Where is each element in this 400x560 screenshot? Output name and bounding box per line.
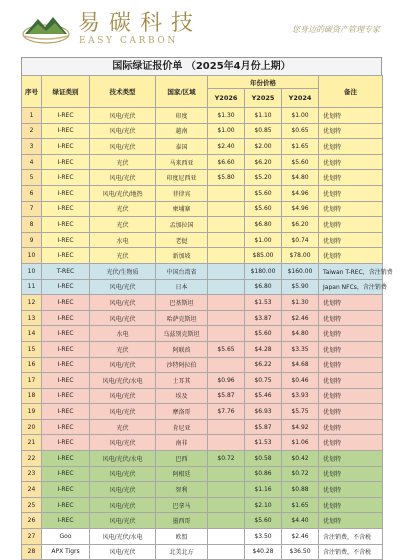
remark-cell: 优划特: [319, 154, 383, 170]
country-cell: 巴西: [156, 451, 208, 467]
price-2026-cell: [208, 482, 245, 498]
price-2025-cell: $3.87: [245, 310, 282, 326]
row-number-cell: 1: [22, 108, 42, 124]
country-cell: 老挝: [156, 232, 208, 248]
row-number-cell: 16: [22, 357, 42, 373]
header-year-2024: Y2024: [282, 89, 319, 108]
price-2024-cell: $6.20: [282, 217, 319, 233]
remark-cell: 优划特: [319, 108, 383, 124]
table-row: [22, 451, 383, 467]
table-row: [22, 341, 383, 357]
remark-cell: 优划特: [319, 341, 383, 357]
table-header: [22, 76, 383, 108]
table-row: [22, 295, 383, 311]
cert-type-cell: APX Tigrs: [42, 544, 90, 560]
row-number-cell: 25: [22, 497, 42, 513]
price-2024-cell: $5.75: [282, 404, 319, 420]
price-2024-cell: $0.88: [282, 482, 319, 498]
price-2025-cell: $85.00: [245, 248, 282, 264]
cert-type-cell: I-REC: [42, 201, 90, 217]
price-2024-cell: $4.96: [282, 185, 319, 201]
country-cell: 墨西哥: [156, 513, 208, 529]
price-2024-cell: $3.93: [282, 388, 319, 404]
brand-name-cn: 易碳科技: [78, 11, 203, 36]
sheet-title: 国际绿证报价单 （2025年4月份上期）: [21, 57, 382, 75]
remark-cell: 优划特: [319, 326, 383, 342]
country-cell: 欧盟: [156, 529, 208, 545]
price-2026-cell: [208, 201, 245, 217]
price-2025-cell: $6.22: [245, 357, 282, 373]
country-cell: 越南: [156, 123, 208, 139]
price-2024-cell: $1.06: [282, 435, 319, 451]
table-row: [22, 388, 383, 404]
country-cell: 北美北方: [156, 544, 208, 560]
table-row: [22, 310, 383, 326]
row-number-cell: 27: [22, 529, 42, 545]
table-row: [22, 217, 383, 233]
cert-type-cell: I-REC: [42, 482, 90, 498]
row-number-cell: 3: [22, 139, 42, 155]
table-row: [22, 139, 383, 155]
cert-type-cell: I-REC: [42, 373, 90, 389]
price-2025-cell: $1.00: [245, 232, 282, 248]
row-number-cell: 12: [22, 295, 42, 311]
price-2024-cell: $2.46: [282, 529, 319, 545]
price-2025-cell: $0.75: [245, 373, 282, 389]
cert-type-cell: T-REC: [42, 263, 90, 279]
country-cell: 新加坡: [156, 248, 208, 264]
remark-cell: Japan NFCs，含注销费: [319, 279, 383, 295]
tech-type-cell: 风电/光伏: [90, 497, 156, 513]
tech-type-cell: 风电/光伏/水电: [90, 529, 156, 545]
price-2025-cell: $0.58: [245, 451, 282, 467]
tech-type-cell: 风电/光伏: [90, 139, 156, 155]
remark-cell: 优划特: [319, 185, 383, 201]
header-cert-type: 绿证类别: [42, 76, 90, 108]
tech-type-cell: 风电/光伏: [90, 513, 156, 529]
price-2026-cell: [208, 513, 245, 529]
tech-type-cell: 风电/光伏: [90, 123, 156, 139]
tech-type-cell: 风电/光伏: [90, 310, 156, 326]
price-2026-cell: [208, 326, 245, 342]
price-2026-cell: $0.96: [208, 373, 245, 389]
price-2026-cell: $1.00: [208, 123, 245, 139]
remark-cell: 优划特: [319, 497, 383, 513]
remark-cell: 优划特: [319, 295, 383, 311]
price-2026-cell: [208, 263, 245, 279]
price-2024-cell: $0.42: [282, 451, 319, 467]
price-2025-cell: $6.80: [245, 217, 282, 233]
price-2024-cell: $4.92: [282, 419, 319, 435]
price-2024-cell: $3.35: [282, 341, 319, 357]
price-2024-cell: $1.00: [282, 108, 319, 124]
country-cell: 南非: [156, 435, 208, 451]
price-2025-cell: $5.20: [245, 170, 282, 186]
tech-type-cell: 风电/光伏: [90, 357, 156, 373]
country-cell: 马来西亚: [156, 154, 208, 170]
price-2026-cell: [208, 466, 245, 482]
tech-type-cell: 风电/光伏/地热: [90, 185, 156, 201]
tech-type-cell: 风电/光伏: [90, 482, 156, 498]
price-2025-cell: $1.53: [245, 295, 282, 311]
row-number-cell: 22: [22, 451, 42, 467]
header-tech: 技术类型: [90, 76, 156, 108]
price-2026-cell: $0.72: [208, 451, 245, 467]
row-number-cell: 21: [22, 435, 42, 451]
row-number-cell: 10: [22, 263, 42, 279]
row-number-cell: 20: [22, 419, 42, 435]
tech-type-cell: 风电/光伏/水电: [90, 373, 156, 389]
price-2026-cell: [208, 357, 245, 373]
price-sheet: [21, 57, 393, 560]
row-number-cell: 2: [22, 123, 42, 139]
row-number-cell: 18: [22, 388, 42, 404]
table-row: [22, 544, 383, 560]
tech-type-cell: 风电/光伏: [90, 466, 156, 482]
price-2026-cell: [208, 419, 245, 435]
country-cell: 埃及: [156, 388, 208, 404]
price-2026-cell: [208, 544, 245, 560]
price-2024-cell: $0.72: [282, 466, 319, 482]
row-number-cell: 10: [22, 248, 42, 264]
header-no: 序号: [22, 76, 42, 108]
cert-type-cell: I-REC: [42, 451, 90, 467]
price-2025-cell: $3.50: [245, 529, 282, 545]
table-row: [22, 248, 383, 264]
mountain-logo-icon: [22, 9, 70, 45]
price-2025-cell: $1.16: [245, 482, 282, 498]
price-2026-cell: [208, 217, 245, 233]
cert-type-cell: I-REC: [42, 185, 90, 201]
remark-cell: 优划特: [319, 451, 383, 467]
price-2024-cell: $4.96: [282, 201, 319, 217]
price-2025-cell: $2.10: [245, 497, 282, 513]
price-2026-cell: [208, 185, 245, 201]
country-cell: 孟加拉国: [156, 217, 208, 233]
table-row: [22, 185, 383, 201]
country-cell: 巴基斯坦: [156, 295, 208, 311]
row-number-cell: 15: [22, 341, 42, 357]
tech-type-cell: 风电/光伏: [90, 388, 156, 404]
remark-cell: 优划特: [319, 123, 383, 139]
table-row: [22, 513, 383, 529]
remark-cell: 优划特: [319, 357, 383, 373]
price-2025-cell: $180.00: [245, 263, 282, 279]
remark-cell: 优划特: [319, 435, 383, 451]
remark-cell: 含注销费，不含税: [319, 529, 383, 545]
remark-cell: 优划特: [319, 248, 383, 264]
tech-type-cell: 风电/光伏/水电: [90, 451, 156, 467]
price-2024-cell: $2.46: [282, 310, 319, 326]
cert-type-cell: I-REC: [42, 279, 90, 295]
price-2026-cell: $1.30: [208, 108, 245, 124]
price-table: [21, 75, 393, 560]
price-2025-cell: $5.60: [245, 185, 282, 201]
price-2026-cell: [208, 310, 245, 326]
remark-cell: 优划特: [319, 310, 383, 326]
header-year-2026: Y2026: [208, 89, 245, 108]
price-2024-cell: $1.65: [282, 497, 319, 513]
table-row: [22, 154, 383, 170]
table-row: [22, 170, 383, 186]
price-2024-cell: $0.65: [282, 123, 319, 139]
price-2025-cell: $1.10: [245, 108, 282, 124]
price-2026-cell: [208, 435, 245, 451]
cert-type-cell: I-REC: [42, 357, 90, 373]
price-2024-cell: $160.00: [282, 263, 319, 279]
country-cell: 印度: [156, 108, 208, 124]
cert-type-cell: I-REC: [42, 419, 90, 435]
table-row: [22, 108, 383, 124]
tech-type-cell: 光伏: [90, 248, 156, 264]
remark-cell: 优划特: [319, 139, 383, 155]
price-2025-cell: $6.80: [245, 279, 282, 295]
price-2025-cell: $5.60: [245, 513, 282, 529]
cert-type-cell: I-REC: [42, 170, 90, 186]
remark-cell: 优划特: [319, 217, 383, 233]
price-2025-cell: $6.93: [245, 404, 282, 420]
price-2025-cell: $5.46: [245, 388, 282, 404]
row-number-cell: 17: [22, 373, 42, 389]
remark-cell: 优划特: [319, 373, 383, 389]
price-2025-cell: $5.87: [245, 419, 282, 435]
table-row: [22, 497, 383, 513]
price-2026-cell: [208, 497, 245, 513]
tech-type-cell: 风电/光伏: [90, 435, 156, 451]
remark-cell: 优划特: [319, 482, 383, 498]
cert-type-cell: I-REC: [42, 232, 90, 248]
cert-type-cell: Goo: [42, 529, 90, 545]
cert-type-cell: I-REC: [42, 154, 90, 170]
remark-cell: 优划特: [319, 388, 383, 404]
cert-type-cell: I-REC: [42, 295, 90, 311]
brand-name-en: EASY CARBON: [79, 36, 178, 46]
tech-type-cell: 风电/光伏: [90, 295, 156, 311]
table-row: [22, 357, 383, 373]
country-cell: 阿联酋: [156, 341, 208, 357]
cert-type-cell: I-REC: [42, 435, 90, 451]
remark-cell: 优划特: [319, 513, 383, 529]
row-number-cell: 14: [22, 326, 42, 342]
remark-cell: 优划特: [319, 170, 383, 186]
row-number-cell: 6: [22, 185, 42, 201]
table-row: [22, 529, 383, 545]
cert-type-cell: I-REC: [42, 248, 90, 264]
cert-type-cell: I-REC: [42, 404, 90, 420]
cert-type-cell: I-REC: [42, 310, 90, 326]
table-row: [22, 373, 383, 389]
country-cell: 巴拿马: [156, 497, 208, 513]
table-row: [22, 232, 383, 248]
price-2024-cell: $4.80: [282, 326, 319, 342]
tech-type-cell: 光伏: [90, 201, 156, 217]
remark-cell: 优划特: [319, 201, 383, 217]
cert-type-cell: I-REC: [42, 123, 90, 139]
country-cell: 智利: [156, 482, 208, 498]
price-2024-cell: $0.46: [282, 373, 319, 389]
row-number-cell: 19: [22, 404, 42, 420]
price-2024-cell: $0.74: [282, 232, 319, 248]
table-row: [22, 279, 383, 295]
cert-type-cell: I-REC: [42, 326, 90, 342]
remark-cell: Taiwan T-REC，含注销费: [319, 263, 383, 279]
table-row: [22, 326, 383, 342]
price-2024-cell: $5.90: [282, 279, 319, 295]
tech-type-cell: 光伏/生物质: [90, 263, 156, 279]
row-number-cell: 9: [22, 232, 42, 248]
tech-type-cell: 水电: [90, 326, 156, 342]
cert-type-cell: I-REC: [42, 108, 90, 124]
table-row: [22, 263, 383, 279]
price-2024-cell: $78.00: [282, 248, 319, 264]
remark-cell: 含注销费，不含税: [319, 544, 383, 560]
country-cell: 阿根廷: [156, 466, 208, 482]
price-2025-cell: $40.28: [245, 544, 282, 560]
tech-type-cell: 风电/光伏: [90, 170, 156, 186]
country-cell: 土耳其: [156, 373, 208, 389]
remark-cell: 优划特: [319, 466, 383, 482]
tech-type-cell: 风电/光伏: [90, 279, 156, 295]
cert-type-cell: I-REC: [42, 139, 90, 155]
price-2024-cell: $5.60: [282, 154, 319, 170]
price-2025-cell: $2.00: [245, 139, 282, 155]
price-2024-cell: $1.65: [282, 139, 319, 155]
cert-type-cell: I-REC: [42, 388, 90, 404]
tech-type-cell: 光伏: [90, 419, 156, 435]
cert-type-cell: I-REC: [42, 466, 90, 482]
country-cell: 沙特阿拉伯: [156, 357, 208, 373]
row-number-cell: 13: [22, 310, 42, 326]
table-body: [22, 108, 393, 560]
tech-type-cell: 光伏: [90, 217, 156, 233]
price-2026-cell: $6.60: [208, 154, 245, 170]
row-number-cell: 26: [22, 513, 42, 529]
price-2026-cell: [208, 248, 245, 264]
row-number-cell: 11: [22, 279, 42, 295]
country-cell: 日本: [156, 279, 208, 295]
country-cell: 肯尼亚: [156, 419, 208, 435]
tech-type-cell: 光伏: [90, 341, 156, 357]
price-2026-cell: $5.65: [208, 341, 245, 357]
table-row: [22, 466, 383, 482]
tech-type-cell: 风电/光伏: [90, 544, 156, 560]
row-number-cell: 23: [22, 466, 42, 482]
row-number-cell: 7: [22, 201, 42, 217]
tech-type-cell: 风电/光伏: [90, 108, 156, 124]
row-number-cell: 24: [22, 482, 42, 498]
remark-cell: 优划特: [319, 404, 383, 420]
row-number-cell: 8: [22, 217, 42, 233]
row-number-cell: 4: [22, 154, 42, 170]
remark-cell: 优划特: [319, 232, 383, 248]
price-2025-cell: $1.53: [245, 435, 282, 451]
price-2026-cell: [208, 279, 245, 295]
price-2026-cell: $5.80: [208, 170, 245, 186]
table-row: [22, 123, 383, 139]
country-cell: 中国台湾省: [156, 263, 208, 279]
price-2024-cell: $4.40: [282, 513, 319, 529]
country-cell: 乌兹别克斯坦: [156, 326, 208, 342]
country-cell: 印度尼西亚: [156, 170, 208, 186]
price-2026-cell: [208, 232, 245, 248]
price-2025-cell: $4.28: [245, 341, 282, 357]
table-row: [22, 482, 383, 498]
tech-type-cell: 光伏: [90, 154, 156, 170]
row-number-cell: 5: [22, 170, 42, 186]
country-cell: 菲律宾: [156, 185, 208, 201]
header-remark: 备注: [319, 76, 383, 108]
price-2026-cell: [208, 295, 245, 311]
price-2025-cell: $5.60: [245, 326, 282, 342]
cert-type-cell: I-REC: [42, 341, 90, 357]
price-2026-cell: $7.76: [208, 404, 245, 420]
price-2024-cell: $4.80: [282, 170, 319, 186]
header-country: 国家/区域: [156, 76, 208, 108]
price-2025-cell: $6.20: [245, 154, 282, 170]
price-2026-cell: $2.40: [208, 139, 245, 155]
cert-type-cell: I-REC: [42, 513, 90, 529]
table-row: [22, 404, 383, 420]
country-cell: 柬埔寨: [156, 201, 208, 217]
header-price-group: 年份价格: [208, 76, 319, 89]
price-2026-cell: [208, 529, 245, 545]
country-cell: 摩洛哥: [156, 404, 208, 420]
country-cell: 泰国: [156, 139, 208, 155]
price-2025-cell: $5.60: [245, 201, 282, 217]
cert-type-cell: I-REC: [42, 497, 90, 513]
row-number-cell: 28: [22, 544, 42, 560]
cert-type-cell: I-REC: [42, 217, 90, 233]
header-year-2025: Y2025: [245, 89, 282, 108]
tech-type-cell: 水电: [90, 232, 156, 248]
country-cell: 哈萨克斯坦: [156, 310, 208, 326]
table-row: [22, 435, 383, 451]
brand-header: [0, 0, 400, 56]
table-row: [22, 201, 383, 217]
price-2024-cell: $36.50: [282, 544, 319, 560]
price-2025-cell: $0.85: [245, 123, 282, 139]
price-2024-cell: $4.68: [282, 357, 319, 373]
tech-type-cell: 风电/光伏: [90, 404, 156, 420]
price-2025-cell: $0.86: [245, 466, 282, 482]
table-row: [22, 419, 383, 435]
price-2024-cell: $1.30: [282, 295, 319, 311]
remark-cell: 优划特: [319, 419, 383, 435]
price-2026-cell: $5.87: [208, 388, 245, 404]
brand-slogan: 您身边的碳资产管理专家: [292, 25, 380, 34]
